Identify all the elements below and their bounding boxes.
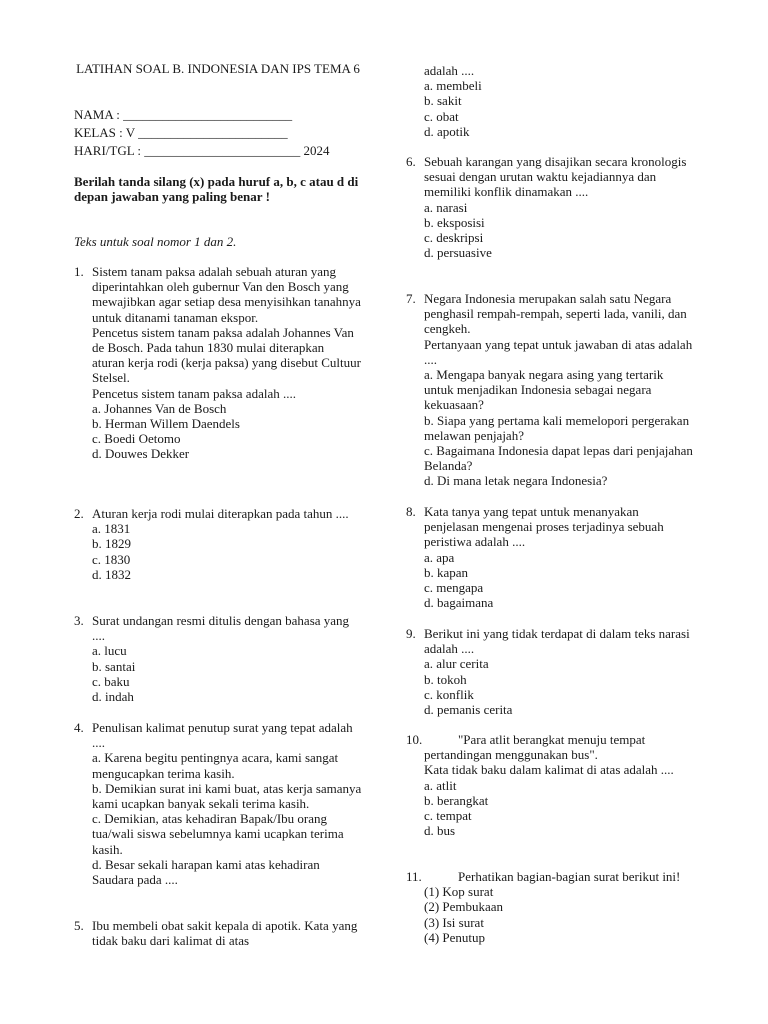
answer-option[interactable]: c. 1830 (92, 551, 131, 567)
nama-field: NAMA : __________________________ (74, 107, 293, 122)
answer-option[interactable]: c. Boedi Oetomo (92, 431, 181, 447)
question-text: Pertanyaan yang tepat untuk jawaban di atas adalah .... (424, 336, 693, 367)
question-text: Sebuah karangan yang disajikan secara kronologis sesuai dengan urutan waktu kejadiannya dan memiliki konflik dinamakan .... (424, 154, 687, 200)
answer-option[interactable]: a. Karena begitu pentingnya acara, kami sangat mengucapkan terima kasih. (92, 750, 339, 781)
answer-option[interactable]: a. alur cerita (424, 656, 489, 672)
answer-option[interactable]: d. bagaimana (424, 595, 494, 611)
answer-option[interactable]: d. bus (424, 823, 456, 839)
question-text: Aturan kerja rodi mulai diterapkan pada tahun .... (92, 506, 349, 521)
answer-option[interactable]: a. atlit (424, 777, 457, 793)
list-item: (2) Pembukaan (424, 899, 504, 915)
answer-option[interactable]: c. Bagaimana Indonesia dapat lepas dari penjajahan Belanda? (424, 443, 693, 474)
answer-option[interactable]: c. mengapa (424, 580, 484, 596)
question-text: Kata tanya yang tepat untuk menanyakan penjelasan mengenai proses terjadinya sebuah peristiwa adalah .... (424, 504, 664, 550)
answer-option[interactable]: b. 1829 (92, 536, 131, 552)
answer-option[interactable]: a. membeli (424, 78, 482, 94)
question-2: 2. Aturan kerja rodi mulai diterapkan pada tahun .... a. 1831 b. 1829 c. 1830 d. 1832 (74, 506, 364, 582)
question-text: Ibu membeli obat sakit kepala di apotik. Kata yang tidak baku dari kalimat di atas (92, 918, 358, 949)
question-text: Perhatikan bagian-bagian surat berikut ini! (458, 869, 681, 884)
answer-option[interactable]: c. obat (424, 108, 459, 124)
answer-option[interactable]: b. Siapa yang pertama kali memelopori pergerakan melawan penjajah? (424, 412, 690, 443)
answer-option[interactable]: d. 1832 (92, 566, 131, 582)
answer-option[interactable]: d. Besar sekali harapan kami atas kehadiran Saudara pada .... (92, 856, 320, 888)
passage-note: Teks untuk soal nomor 1 dan 2. (74, 234, 237, 249)
answer-option[interactable]: c. deskripsi (424, 230, 484, 246)
question-text: aturan kerja rodi (kerja paksa) yang disebut Cultuur Stelsel. (92, 355, 361, 386)
list-item: (4) Penutup (424, 929, 486, 945)
question-text: Surat undangan resmi ditulis dengan bahasa yang .... (92, 613, 350, 644)
question-4: 4. Penulisan kalimat penutup surat yang tepat adalah .... a. Karena begitu pentingnya acara, kami sangat mengucapkan terima kasih. b. Demikian surat ini kami buat, atas kerja samanya kami ucapkan banyak sekali terima kasih. c. Demikian, atas kehadiran Bapak/Ibu orang tua/wali siswa sebelumnya kami ucapkan terima kasih. d. Besar sekali harapan kami atas kehadiran Saudara pada .... (74, 720, 364, 887)
answer-option[interactable]: c. baku (92, 673, 130, 689)
answer-option[interactable]: d. apotik (424, 123, 470, 139)
question-text-continued: adalah .... (424, 63, 475, 78)
question-3: 3. Surat undangan resmi ditulis dengan bahasa yang .... a. lucu b. santai c. baku d. indah (74, 613, 364, 704)
question-7: 7. Negara Indonesia merupakan salah satu Negara penghasil rempah-rempah, seperti lada, vanili, dan cengkeh. Pertanyaan yang tepat untuk jawaban di atas adalah .... a. Mengapa banyak negara asing yang tertarik untuk menjadikan Indonesia sebagai negara kekuasaan? b. Siapa yang pertama kali memelopori pergerakan melawan penjajah? c. Bagaimana Indonesia dapat lepas dari penjajahan Belanda? d. Di mana letak negara Indonesia? (406, 291, 696, 489)
answer-option[interactable]: d. Di mana letak negara Indonesia? (424, 473, 608, 489)
instruction: Berilah tanda silang (x) pada huruf a, b, c atau d di depan jawaban yang paling benar ! (74, 174, 359, 205)
question-text: "Para atlit berangkat menuju tempat pertandingan menggunakan bus". (424, 732, 646, 763)
answer-option[interactable]: d. indah (92, 689, 134, 705)
answer-option[interactable]: d. Douwes Dekker (92, 446, 190, 462)
answer-option[interactable]: c. konflik (424, 686, 474, 702)
answer-option[interactable]: d. pemanis cerita (424, 702, 513, 718)
answer-option[interactable]: b. santai (92, 658, 136, 674)
answer-option[interactable]: a. lucu (92, 643, 127, 659)
question-5: 5. Ibu membeli obat sakit kepala di apotik. Kata yang tidak baku dari kalimat di atas (74, 918, 364, 948)
question-text: Pencetus sistem tanam paksa adalah Johannes Van de Bosch. Pada tahun 1830 mulai diterapkan (92, 324, 354, 356)
answer-option[interactable]: b. eksposisi (424, 214, 485, 230)
question-text: Kata tidak baku dalam kalimat di atas adalah .... (424, 762, 674, 778)
question-8: 8. Kata tanya yang tepat untuk menanyakan penjelasan mengenai proses terjadinya sebuah peristiwa adalah .... a. apa b. kapan c. mengapa d. bagaimana (406, 504, 696, 610)
answer-option[interactable]: c. tempat (424, 808, 472, 824)
list-item: (3) Isi surat (424, 914, 484, 930)
answer-option[interactable]: b. sakit (424, 93, 462, 109)
question-11: 11. Perhatikan bagian-bagian surat berikut ini! (1) Kop surat (2) Pembukaan (3) Isi surat (4) Penutup (406, 869, 706, 945)
hari-tgl-field: HARI/TGL : ________________________ 2024 (74, 143, 330, 158)
list-item: (1) Kop surat (424, 884, 494, 900)
question-text: Negara Indonesia merupakan salah satu Negara penghasil rempah-rempah, seperti lada, vanili, dan cengkeh. (424, 291, 687, 337)
answer-option[interactable]: d. persuasive (424, 245, 492, 261)
question-text: Penulisan kalimat penutup surat yang tepat adalah .... (92, 720, 353, 751)
answer-option[interactable]: a. Johannes Van de Bosch (92, 400, 227, 416)
answer-option[interactable]: b. kapan (424, 564, 469, 580)
answer-option[interactable]: a. Mengapa banyak negara asing yang tertarik untuk menjadikan Indonesia sebagai negara kekuasaan? (424, 367, 664, 413)
question-1: 1. Sistem tanam paksa adalah sebuah aturan yang diperintahkan oleh gubernur Van den Bosch yang mewajibkan agar setiap desa menyisihkan tanahnya untuk ditanami tanaman ekspor. Pencetus sistem tanam paksa adalah Johannes Van de Bosch. Pada tahun 1830 mulai diterapkan aturan kerja rodi (kerja paksa) yang disebut Cultuur Stelsel. Pencetus sistem tanam paksa adalah .... a. Johannes Van de Bosch b. Herman Willem Daendels c. Boedi Oetomo d. Douwes Dekker (74, 264, 364, 462)
answer-option[interactable]: a. 1831 (92, 521, 131, 537)
answer-option[interactable]: b. tokoh (424, 671, 467, 687)
kelas-field: KELAS : V _______________________ (74, 125, 288, 140)
answer-option[interactable]: a. narasi (424, 199, 468, 215)
question-9: 9. Berikut ini yang tidak terdapat di dalam teks narasi adalah .... a. alur cerita b. tokoh c. konflik d. pemanis cerita (406, 626, 696, 717)
page-title: LATIHAN SOAL B. INDONESIA DAN IPS TEMA 6 (76, 61, 360, 76)
answer-option[interactable]: a. apa (424, 549, 455, 565)
answer-option[interactable]: b. berangkat (424, 792, 489, 808)
question-6: 6. Sebuah karangan yang disajikan secara kronologis sesuai dengan urutan waktu kejadiannya dan memiliki konflik dinamakan .... a. narasi b. eksposisi c. deskripsi d. persuasive (406, 154, 696, 260)
question-text: Sistem tanam paksa adalah sebuah aturan yang diperintahkan oleh gubernur Van den Bosch yang mewajibkan agar setiap desa menyisihkan tanahnya untuk ditanami tanaman ekspor. (92, 264, 361, 325)
question-text: Pencetus sistem tanam paksa adalah .... (92, 385, 296, 401)
answer-option[interactable]: c. Demikian, atas kehadiran Bapak/Ibu orang tua/wali siswa sebelumnya kami ucapkan terima kasih. (92, 811, 344, 857)
question-5-continued (424, 63, 706, 139)
question-10: 10. "Para atlit berangkat menuju tempat pertandingan menggunakan bus". Kata tidak baku dalam kalimat di atas adalah .... a. atlit b. berangkat c. tempat d. bus (406, 732, 706, 838)
answer-option[interactable]: b. Demikian surat ini kami buat, atas kerja samanya kami ucapkan banyak sekali terima kasih. (92, 780, 362, 812)
answer-option[interactable]: b. Herman Willem Daendels (92, 416, 240, 432)
question-text: Berikut ini yang tidak terdapat di dalam teks narasi adalah .... (424, 626, 690, 657)
